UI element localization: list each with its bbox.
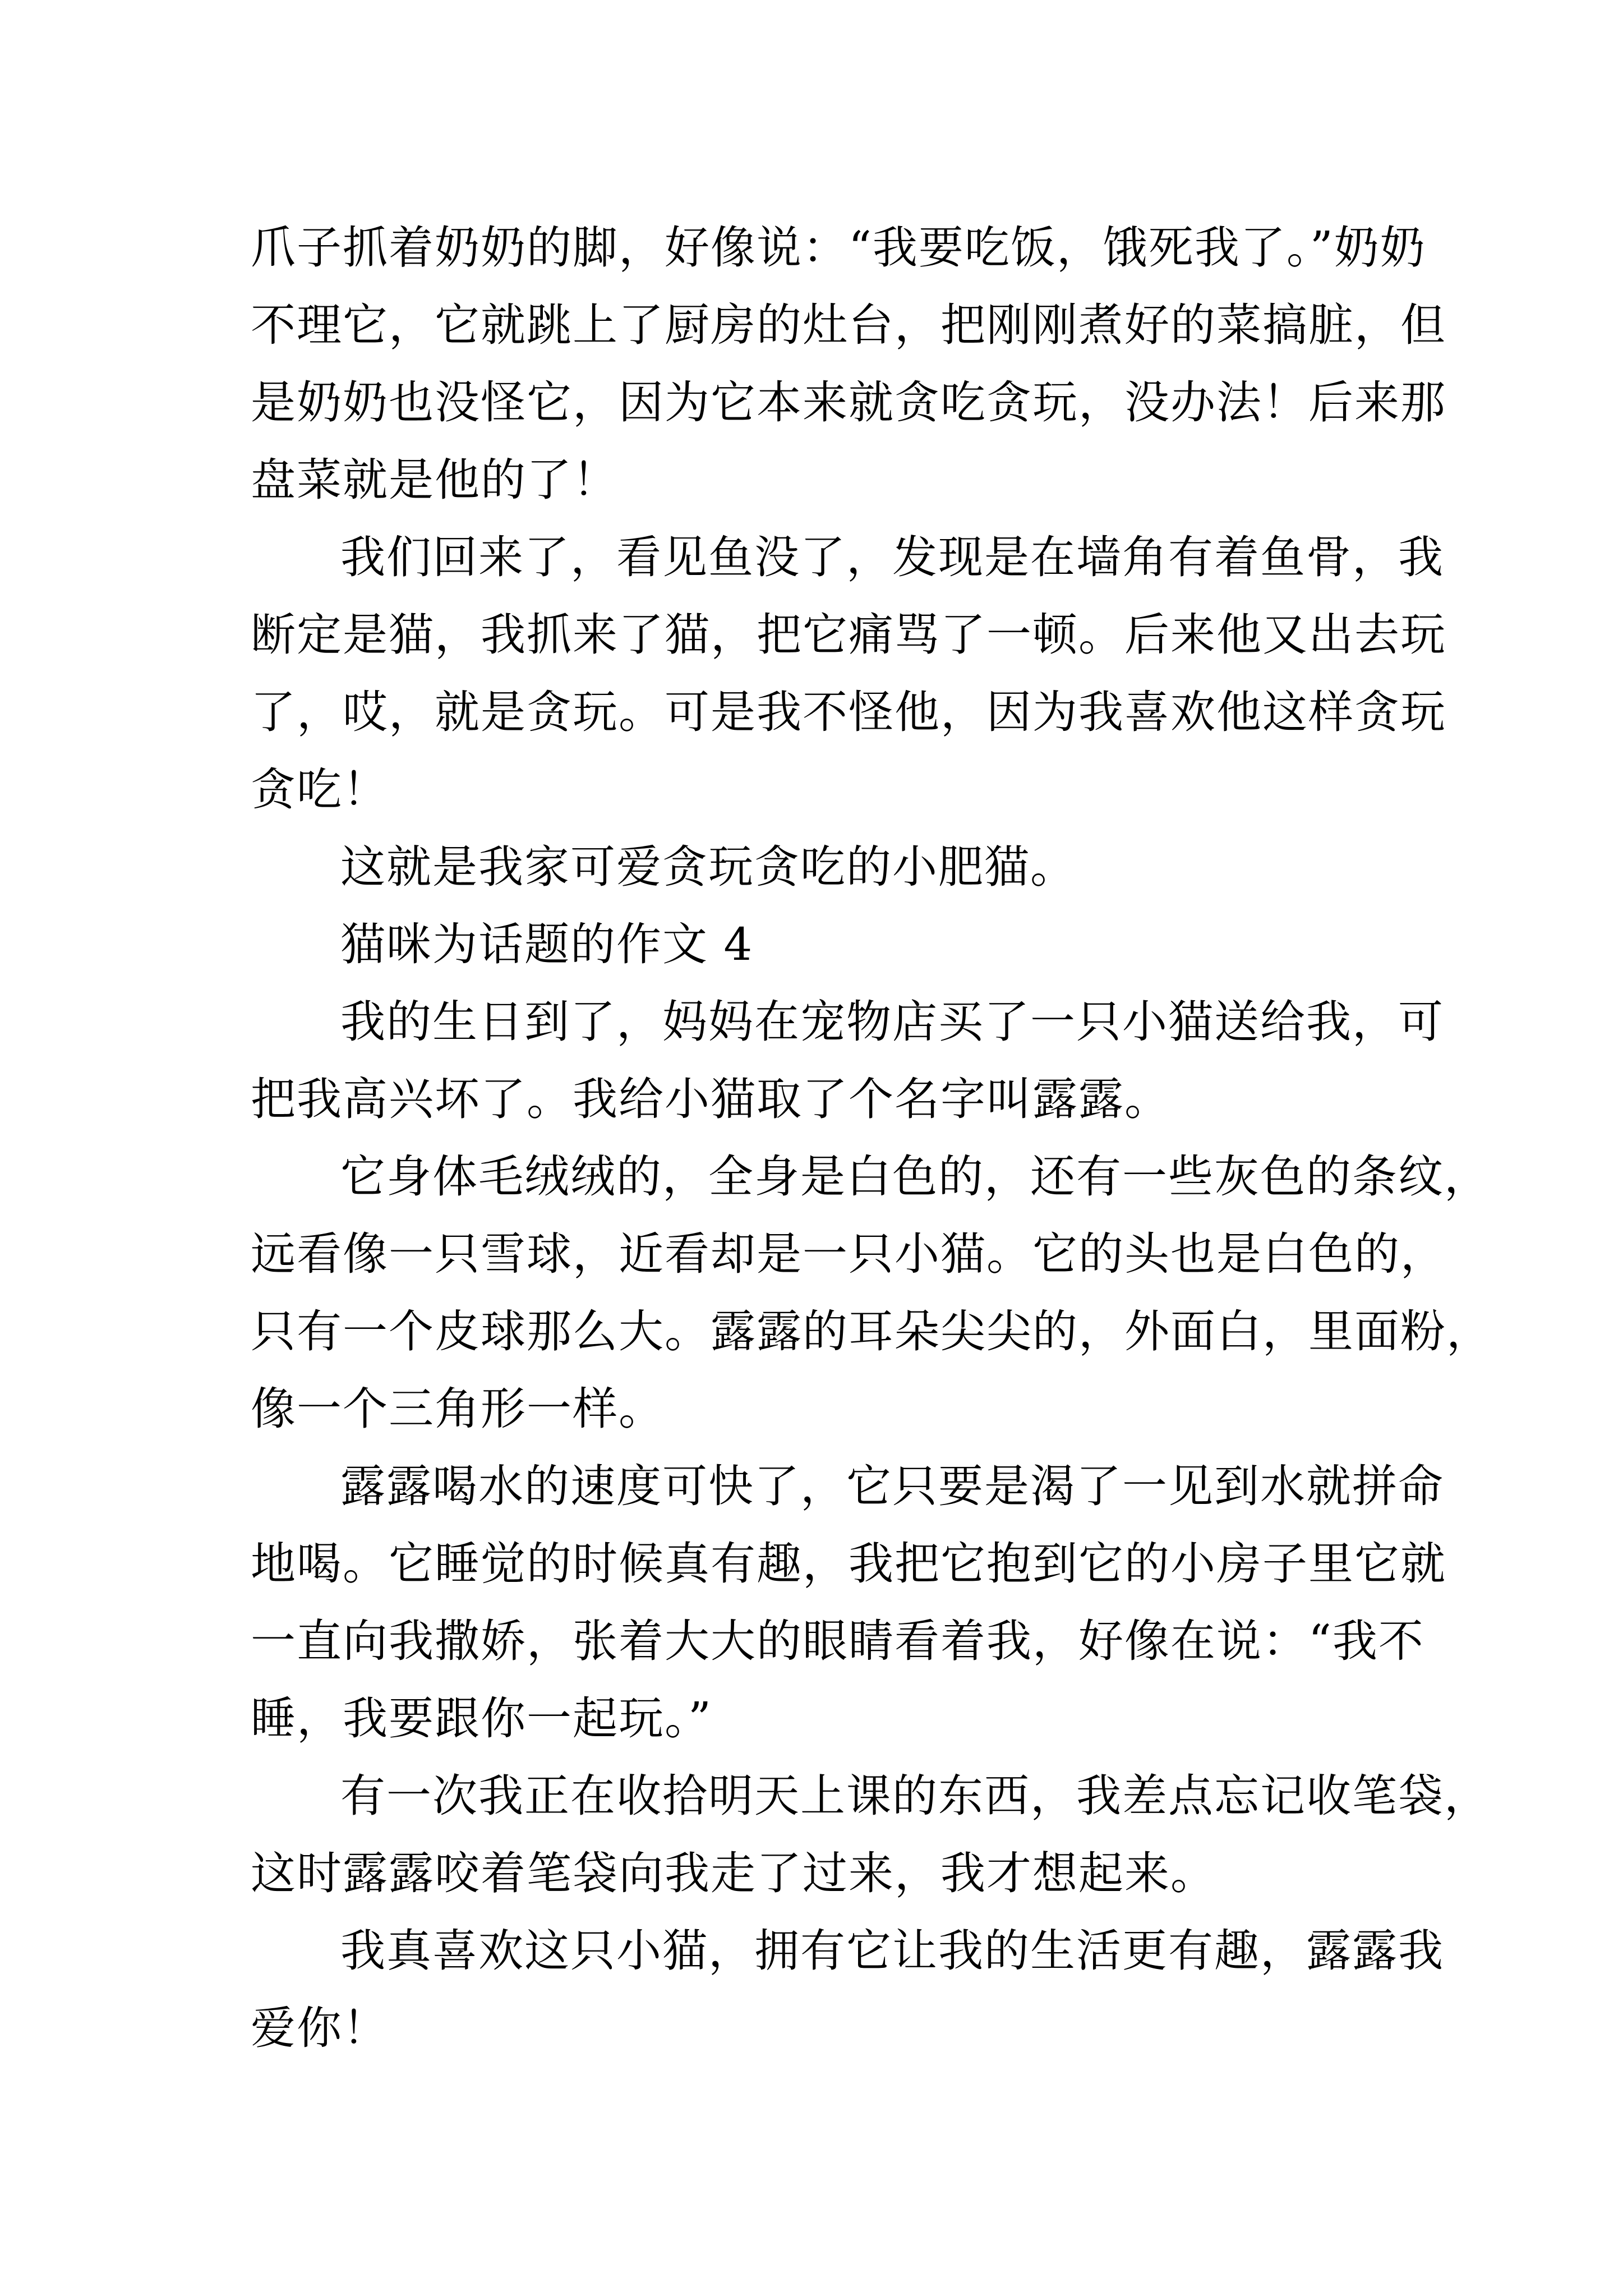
text-line: 这时露露咬着笔袋向我走了过来，我才想起来。 <box>251 1847 1216 1899</box>
paragraph <box>251 1912 1444 2067</box>
text-line: 只有一个皮球那么大。露露的耳朵尖尖的，外面白，里面粉， <box>251 1305 1492 1358</box>
text-line: 贪吃！ <box>251 763 389 816</box>
text-line: 远看像一只雪球，近看却是一只小猫。它的头也是白色的， <box>251 1228 1446 1280</box>
text-line: 一直向我撒娇，张着大大的眼睛看着我，好像在说：“我不 <box>251 1615 1424 1667</box>
text-line: 是奶奶也没怪它，因为它本来就贪吃贪玩，没办法！后来那 <box>251 376 1446 429</box>
paragraph <box>251 1138 1492 1448</box>
paragraph <box>251 209 1446 519</box>
text-line: 把我高兴坏了。我给小猫取了个名字叫露露。 <box>251 1073 1170 1125</box>
text-line: 露露喝水的速度可快了，它只要是渴了一见到水就拼命 <box>340 1460 1444 1512</box>
text-line: 盘菜就是他的了！ <box>251 454 619 506</box>
text-line: 地喝。它睡觉的时候真有趣，我把它抱到它的小房子里它就 <box>251 1538 1446 1590</box>
text-line: 睡，我要跟你一起玩。” <box>251 1692 712 1745</box>
section-heading <box>251 906 1381 983</box>
text-line: 我真喜欢这只小猫，拥有它让我的生活更有趣，露露我 <box>340 1925 1444 1977</box>
paragraph <box>251 1448 1446 1757</box>
text-line: 这就是我家可爱贪玩贪吃的小肥猫。 <box>340 841 1076 893</box>
paragraph <box>251 983 1444 1138</box>
paragraph <box>251 1757 1490 1912</box>
text-line: 爪子抓着奶奶的脚，好像说：“我要吃饭，饿死我了。”奶奶 <box>251 222 1426 274</box>
text-line: 我的生日到了，妈妈在宠物店买了一只小猫送给我，可 <box>340 996 1444 1048</box>
paragraph <box>251 519 1446 829</box>
text-line: 我们回来了，看见鱼没了，发现是在墙角有着鱼骨，我 <box>340 531 1444 583</box>
text-line: 它身体毛绒绒的，全身是白色的，还有一些灰色的条纹， <box>340 1151 1490 1203</box>
text-line: 有一次我正在收拾明天上课的东西，我差点忘记收笔袋， <box>340 1770 1490 1822</box>
text-line: 爱你！ <box>251 2002 389 2054</box>
paragraph <box>251 829 1381 906</box>
text-line: 不理它，它就跳上了厨房的灶台，把刚刚煮好的菜搞脏，但 <box>251 299 1446 351</box>
text-line: 了，哎，就是贪玩。可是我不怪他，因为我喜欢他这样贪玩 <box>251 686 1446 738</box>
text-line: 像一个三角形一样。 <box>251 1383 665 1435</box>
text-line: 断定是猫，我抓来了猫，把它痛骂了一顿。后来他又出去玩 <box>251 609 1446 661</box>
document-body <box>251 209 1492 2067</box>
heading-text: 猫咪为话题的作文 4 <box>340 918 754 970</box>
